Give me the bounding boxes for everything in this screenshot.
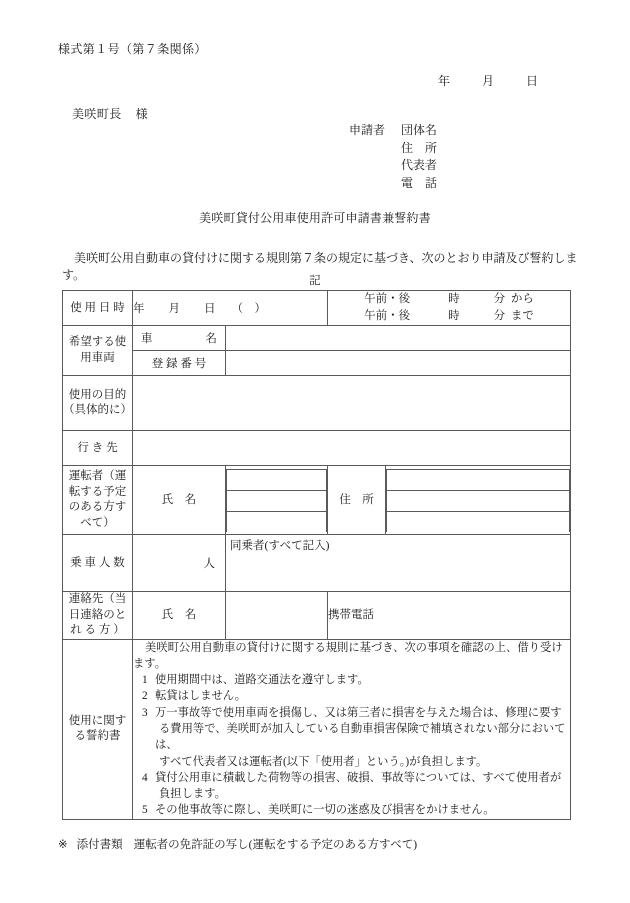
ki-marker: 記 [309,275,321,287]
label-contact-line2: 日連絡のと [68,608,127,621]
use-time-to-hour: 時 [448,310,460,322]
pledge-item-line: 使用期間中は、道路交通法を遵守します。 [155,674,369,687]
driver-address-subtable [386,469,570,532]
driver-name-row-2[interactable] [227,490,327,511]
field-co-riders[interactable] [226,535,571,592]
label-use-datetime: 使 用 日 時 [63,291,133,326]
applicant-label-spacer-2 [349,157,401,175]
label-destination: 行 き 先 [63,431,133,466]
field-driver-names[interactable] [226,466,328,535]
applicant-row-organization [349,122,461,140]
attachment-note-mark: ※ [58,839,68,851]
use-time-from-ampm: 午前・後 [364,293,411,305]
pledge-item-number: 5 [142,804,148,817]
field-driver-addresses[interactable] [386,466,571,535]
label-driver-line2: 転する予定 [68,485,127,498]
label-driver-line1: 運転者（運 [68,470,127,482]
table-row-contact [63,592,571,640]
table-row-destination [63,431,571,466]
field-driver-address-3[interactable] [387,511,570,532]
table-row-use-datetime [63,291,571,326]
pledge-item-text [155,770,570,803]
label-passenger-count: 乗 車 人 数 [63,535,133,592]
applicant-label-spacer-1 [349,140,401,158]
applicant-label: 申請者 [349,123,386,137]
driver-address-row-3[interactable] [387,511,570,532]
use-time-to-minute: 分 [493,310,506,322]
field-driver-address-1[interactable] [387,469,570,490]
date-entry-line [438,72,538,89]
table-row-pledge [63,639,571,819]
applicant-field-representative: 代表者 [401,158,438,172]
field-driver-name-1[interactable] [227,469,327,490]
applicant-field-phone: 電 話 [401,175,438,190]
label-driver-line3: のある方す [68,501,127,513]
pledge-item [133,770,570,803]
pledge-item-line: る費用等で、美咲町が加入している自動車損害保険で補填されない部分においては、 [155,722,566,752]
driver-name-subtable [226,469,327,532]
pledge-item-line: その他事故等に際し、美咲町に一切の迷惑及び損害をかけません。 [155,804,495,817]
date-day-label: 日 [526,74,539,88]
field-driver-name-2[interactable] [227,490,327,511]
field-driver-address-2[interactable] [387,490,570,511]
use-date-weekday: （ ） [231,303,266,315]
addressee-honorific: 様 [135,107,149,121]
pledge-item-line: 転貸はしません。 [155,690,247,703]
label-registration-number: 登 録 番 号 [133,351,226,376]
attachment-note-label: 添付書類 [76,839,123,851]
label-purpose-line2: （具体的に） [63,404,132,416]
pledge-item [133,802,570,818]
label-purpose-line1: 使用の目的 [68,388,127,401]
use-time-to-suffix: まで [510,310,534,322]
pledge-item-number: 4 [142,771,148,784]
label-pledge-line1: 使用に関す [68,714,127,727]
pledge-item-number: 3 [142,706,148,719]
label-driver-line4: べて） [80,516,115,529]
applicant-row-representative [349,157,461,175]
pledge-item-list [133,672,570,819]
use-time-from-hour: 時 [448,293,460,305]
application-table [62,290,571,820]
label-car-name-inner [133,330,225,346]
form-number: 様式第１号（第７条関係） [58,42,207,56]
field-destination[interactable] [133,431,571,466]
use-time-from-minute: 分 [493,293,506,305]
date-year-label: 年 [438,74,451,88]
pledge-content [133,639,571,819]
driver-address-row-1[interactable] [387,469,570,490]
pledge-item [133,672,570,688]
pledge-item-text [155,672,570,688]
field-use-time[interactable] [328,291,571,326]
label-contact-name: 氏 名 [133,592,226,640]
applicant-field-address: 住 所 [401,140,438,155]
page-title: 美咲町貸付公用車使用許可申請書兼誓約書 [199,211,431,225]
pledge-item-line: 負担します。 [159,788,226,801]
label-desired-vehicle-line2: 用車両 [80,351,115,364]
use-time-from-suffix: から [510,293,534,305]
pledge-item [133,688,570,704]
pledge-item [133,705,570,770]
use-time-from-row [328,291,570,308]
label-co-riders: 同乗者(すべて記入) [230,540,330,552]
label-purpose [63,376,133,431]
pledge-item-text [155,688,570,704]
label-pledge [63,639,133,819]
label-pledge-line2: る誓約書 [74,730,121,743]
label-driver-address: 住 所 [328,466,386,535]
field-registration-number[interactable] [226,351,571,376]
applicant-row-phone [349,175,461,193]
pledge-item-number: 1 [142,674,148,687]
field-passenger-count[interactable] [133,535,226,592]
field-driver-name-3[interactable] [227,511,327,532]
passenger-count-unit: 人 [203,558,215,570]
pledge-lead-text: 美咲町公用自動車の貸付けに関する規則に基づき、次の事項を確認の上、借り受けます。 [133,641,563,670]
addressee-name: 美咲町長 [72,107,122,121]
table-row-passengers [63,535,571,592]
use-date-month: 月 [168,303,180,315]
label-contact [63,592,133,640]
use-date-day: 日 [204,303,216,315]
pledge-item-line: 貸付公用車に積載した荷物等の損害、破損、事故等については、すべて使用者が [155,771,562,784]
applicant-label-spacer-3 [349,175,401,193]
addressee [72,105,148,122]
applicant-field-organization: 団体名 [401,123,438,137]
table-row-purpose [63,376,571,431]
label-contact-line3: れ る 方 ） [70,624,125,636]
driver-address-row-2[interactable] [387,490,570,511]
label-driver [63,466,133,535]
label-car-name-b: 名 [205,333,217,345]
table-row-driver [63,466,571,535]
label-desired-vehicle-line1: 希望する使 [68,336,127,348]
table-row-vehicle-name [63,326,571,351]
pledge-item-line: すべて代表者又は運転者(以下「使用者」という。)が負担します。 [159,755,488,768]
field-contact-name[interactable] [226,592,328,640]
attachment-note [58,836,417,852]
attachment-note-text: 運転者の免許証の写し(運転をする予定のある方すべて) [133,839,418,851]
use-time-to-ampm: 午前・後 [364,310,411,322]
field-purpose[interactable] [133,376,571,431]
use-date-year: 年 [133,303,145,315]
label-contact-line1: 連絡先（当 [68,593,127,605]
date-month-label: 月 [482,74,495,88]
use-time-to-row [328,308,570,325]
driver-name-row-1[interactable] [227,469,327,490]
pledge-item-line: 万一事故等で使用車両を損傷し、又は第三者に損害を与えた場合は、修理に要す [155,706,562,719]
label-desired-vehicle [63,326,133,376]
pledge-item-text [155,802,570,818]
label-car-name-a: 車 [141,333,153,345]
label-mobile-phone: 携帯電話 [328,592,571,640]
label-driver-name: 氏 名 [133,466,226,535]
applicant-row-address [349,140,461,158]
table-row-vehicle-registration [63,351,571,376]
applicant-block [349,122,461,192]
label-car-name [133,326,226,351]
pledge-item-text [155,705,570,770]
driver-name-row-3[interactable] [227,511,327,532]
field-use-date[interactable] [133,291,328,326]
field-car-name[interactable] [226,326,571,351]
pledge-item-number: 2 [142,690,148,703]
intro-paragraph: 美咲町公用自動車の貸付けに関する規則第７条の規定に基づき、次のとおり申請及び誓約します。 [62,251,578,282]
